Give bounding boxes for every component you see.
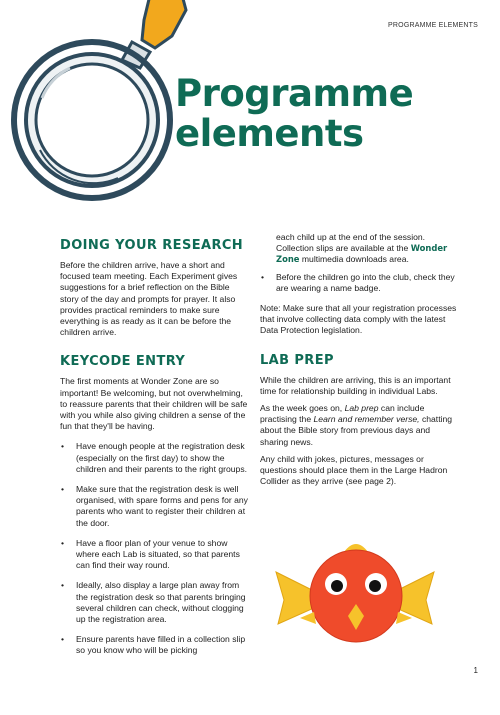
labprep-p2 xyxy=(260,403,460,448)
wonder-zone-brand: Wonder Zone xyxy=(276,243,448,265)
research-section xyxy=(60,238,248,338)
keycode-intro: The first moments at Wonder Zone are so important! Be welcoming, but not overwhelming, to reassure parents that their children will be safe with you while also giving children a sense of the fun that they'll be having. xyxy=(60,376,248,432)
labprep-p2-post: chatting about the Bible story from previous days and sharing news. xyxy=(260,414,453,447)
list-item: • Make sure that the registration desk is well organised, with spare forms and pens for any parents who want to register their children at the door. xyxy=(60,484,248,529)
labprep-p2-em1: Lab prep xyxy=(344,403,379,414)
continued-list xyxy=(260,272,460,294)
list-item: • Have enough people at the registration desk (especially on the first day) to show the children and their parents to the right groups. xyxy=(60,441,248,475)
page-title xyxy=(175,74,413,154)
keycode-heading: KEYCODE ENTRY xyxy=(60,354,186,370)
left-column xyxy=(60,238,248,666)
labprep-p3: Any child with jokes, pictures, messages or questions should place them in the Large Hadron Collider as they arrive (see page 2). xyxy=(260,453,448,487)
continued-pre: each child up at the end of the session. Collection slips are available at the xyxy=(276,232,426,254)
fish-illustration-icon xyxy=(270,538,440,648)
list-item: • Ensure parents have filled in a collection slip so you know who will be picking xyxy=(60,634,248,656)
title-line-2: elements xyxy=(175,112,364,155)
research-body: Before the children arrive, have a short and focused team meeting. Each Experiment gives suggestions for a brief reflection on the Bible story of the day and prompts for prayer. It also provides practical reminders to make sure everything is as ready as it can be before the children arrive. xyxy=(60,260,238,338)
keycode-list xyxy=(60,441,248,656)
keycode-section xyxy=(60,354,248,656)
research-heading: DOING YOUR RESEARCH xyxy=(60,238,244,253)
magnifying-glass-icon xyxy=(0,0,190,240)
labprep-p2-pre: As the week goes on, xyxy=(260,403,343,414)
title-line-1: Programme xyxy=(175,72,414,115)
list-item: • Have a floor plan of your venue to show where each Lab is situated, so that parents can find their way round. xyxy=(60,538,248,572)
labprep-heading: LAB PREP xyxy=(260,352,334,368)
data-protection-note: Note: Make sure that all your registration processes that involve collecting data comply with the latest Data Protection legislation. xyxy=(260,303,457,336)
continued-post: multimedia downloads area. xyxy=(301,254,409,265)
labprep-p1: While the children are arriving, this is an important time for relationship building in individual Labs. xyxy=(260,374,451,396)
continued-text xyxy=(260,232,460,266)
right-column xyxy=(260,232,460,493)
labprep-p2-em2: Learn and remember verse, xyxy=(313,414,420,425)
list-item: • Ideally, also display a large plan away from the registration desk so that parents bringing several children can check, without clogging up the registration area. xyxy=(60,580,248,625)
labprep-p2-mid: can include practising the xyxy=(260,403,425,425)
page-number: 1 xyxy=(473,666,478,675)
labprep-section xyxy=(260,353,460,488)
section-label: PROGRAMME ELEMENTS xyxy=(388,22,478,29)
list-item: • Before the children go into the club, check they are wearing a name badge. xyxy=(260,272,460,294)
